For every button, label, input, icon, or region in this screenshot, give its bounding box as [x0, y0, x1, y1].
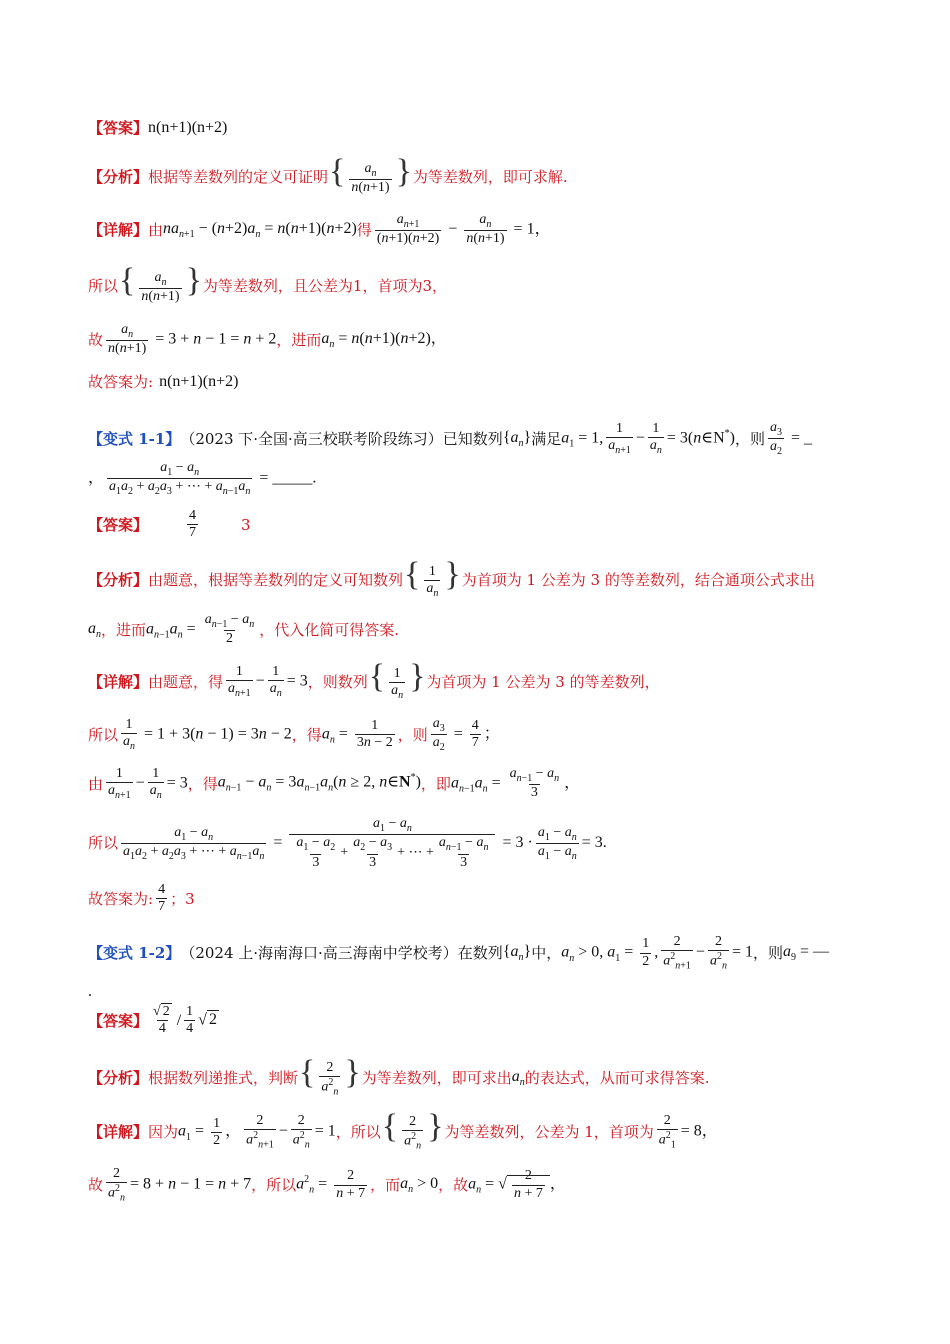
p1-analysis-pre: 根据等差数列的定义可证明 [148, 167, 329, 186]
p1-detail-eq2: $\frac{a_{n+1}}{(n+1)(n+2)}$ − $\frac{a_n}{n(n+1)}$ = 1， [376, 212, 551, 247]
v12-detail2-eq1: $\frac{2}{a^2_n}$ = 8 + n − 1 = n + 7 [108, 1166, 252, 1204]
v12-answer-math2: $\frac{1}{4}$ √ 2 [186, 1004, 217, 1037]
v11-detail3-mid2: ，即 [420, 774, 451, 793]
v11-cond: 满足 [531, 429, 562, 448]
p1-detail-line2 [88, 262, 870, 305]
v11-cond-math: $a_1 = 1$, $\frac{1}{a_{n+1}}$ − $\frac{1}{a_n}$ = 3(n∈N*) [561, 421, 735, 456]
v11-detail3-eq1: $\frac{1}{a_{n+1}}$ − $\frac{1}{a_n}$ = 3 [108, 766, 188, 801]
v11-detail2-eq3: $\frac{a_3}{a_2}$ = $\frac{4}{7}$ ； [432, 716, 500, 754]
v11-analysis-mid: ，进而 [101, 620, 147, 639]
v11-detail2-mid1: ，得 [291, 725, 322, 744]
v12-analysis-an: $a_n$ [511, 1068, 525, 1089]
v12-detail1-mid: ，所以 [335, 1123, 381, 1142]
v11-answer1: $\frac{4}{7}$ [189, 508, 197, 541]
v11-detail3-pre: 由 [88, 774, 104, 793]
v11-source: （2023 下·全国·高三校联考阶段练习）已知数列 [180, 429, 503, 448]
v11-detail-tag: 【详解】 [88, 672, 149, 691]
v11-question-line2 [88, 460, 870, 498]
v11-ask2: ， $\frac{a_1 - a_n}{a_1a_2 + a_2a_3 + \cdots + a_{n-1}a_n}$ = _____. [88, 460, 317, 498]
v12-detail2-pre: 故 [88, 1176, 104, 1195]
v12-detail-tag: 【详解】 [88, 1123, 149, 1142]
v12-detail1-pre: 因为 [148, 1123, 179, 1142]
v11-final-3: 3 [185, 889, 195, 908]
v11-analysis-tag: 【分析】 [88, 570, 149, 589]
v11-analysis-post: 为首项为 1 公差为 3 的等差数列，结合通项公式求出 [461, 570, 815, 589]
p1-detail-line3 [88, 322, 870, 357]
p1-answer-line [88, 118, 870, 137]
v11-detail1-seq: { $\frac{1}{a_n}$ } [368, 658, 426, 701]
v11-label: 【变式 1-1】 [88, 429, 181, 448]
v11-detail4-eq: $\frac{a_1 - a_n}{a_1a_2 + a_2a_3 + \cdots + a_{n-1}a_n}$ = $a_1 - a_n$ $\frac{a_1 - a_2}{3}$ + $\frac{a_2 - a_3}{3}$ + ⋯ + $\frac{a_{n-1} - a_n}{3}$ = 3 · $\frac{a_1 - a_n}{a_1 - a_n}$ = 3. [123, 816, 607, 870]
p1-analysis-seq: { $\frac{a_n}{n(n+1)}$ } [329, 153, 412, 195]
v12-analysis-pre: 根据数列递推式，判断 [148, 1069, 299, 1088]
v11-question-line1 [88, 420, 870, 458]
v12-detail2-mid1: ，所以 [251, 1176, 297, 1195]
v12-analysis-tag: 【分析】 [88, 1069, 149, 1088]
v11-detail-line2 [88, 716, 870, 754]
v11-detail3-eq3: $a_{n-1}a_n$ = $\frac{a_{n-1} - a_n}{3}$ ， [450, 766, 581, 801]
v12-analysis-post: 的表达式，从而可求得答案. [524, 1069, 710, 1088]
v12-detail2-eq4: $a_n$ = √ $\frac{2}{n + 7}$ ， [468, 1168, 566, 1201]
v11-analysis-line2 [88, 612, 870, 647]
v12-question-dot: . [88, 983, 92, 1000]
v11-detail1-post: 为首项为 1 公差为 3 的等差数列， [426, 672, 660, 691]
p1-final-math: n(n+1)(n+2) [159, 373, 239, 390]
p1-final-pre: 故答案为: [88, 372, 154, 391]
v11-final-frac: $\frac{4}{7}$ [158, 882, 166, 915]
p1-detail3-eq: $\frac{a_n}{n(n+1)}$ = 3 + n − 1 = n + 2 [108, 322, 277, 357]
v12-in: 中， [531, 944, 562, 963]
v12-detail2-eq3: $a_n > 0$ [400, 1174, 439, 1196]
v11-then: ，则 [735, 429, 766, 448]
v11-detail2-pre: 所以 [88, 725, 119, 744]
v11-analysis-an: $a_n$ [88, 619, 101, 640]
v12-detail-line1 [88, 1108, 870, 1152]
v11-detail-line4 [88, 816, 870, 871]
v12-answer-sep: / [176, 1012, 182, 1029]
v11-analysis-seq: { $\frac{1}{a_n}$ } [404, 556, 461, 599]
v12-question-line [88, 934, 870, 972]
analysis-tag: 【分析】 [88, 167, 149, 186]
p1-detail2-pre: 所以 [88, 276, 119, 295]
v11-analysis-line1 [88, 556, 870, 599]
v12-ask: $a_9$ = — [782, 942, 830, 964]
v12-analysis-line [88, 1054, 870, 1098]
v12-detail2-eq2: $a^2_n$ = $\frac{2}{n + 7}$ [296, 1168, 366, 1201]
p1-detail3-eq2: $a_n = n(n+1)(n+2)$， [321, 329, 447, 350]
v11-answer-tag: 【答案】 [88, 515, 149, 534]
v12-answer-math1: $\frac{√ 2}{4}$ [153, 1004, 170, 1037]
v12-analysis-mid: 为等差数列，即可求出 [361, 1069, 512, 1088]
p1-final-line [88, 372, 870, 391]
p1-analysis-line [88, 153, 870, 196]
v12-source: （2024 上·海南海口·高三海南中学校考）在数列 [180, 944, 503, 963]
v12-detail1-eq1: $a_1$ = $\frac{1}{2}$ ， $\frac{2}{a^2_{n+1}}$ − $\frac{2}{a^2_n}$ = 1 [178, 1113, 336, 1151]
v11-detail2-eq1: $\frac{1}{a_n}$ = 1 + 3(n − 1) = 3n − 2 [123, 717, 292, 752]
v11-seq: $\{a_n\}$ [502, 428, 532, 449]
v11-detail2-eq2: $a_n$ = $\frac{1}{3n - 2}$ [321, 718, 393, 751]
v11-analysis-eq: $a_{n-1}a_n$ = $\frac{a_{n-1} - a_n}{2}$ [146, 612, 255, 647]
v11-final-line [88, 882, 870, 915]
v12-label: 【变式 1-2】 [88, 944, 181, 963]
v11-detail-line1 [88, 658, 870, 701]
p1-detail-mid: 得 [356, 220, 372, 239]
v11-detail4-pre: 所以 [88, 834, 119, 853]
v12-detail1-seq: { $\frac{2}{a^2_n}$ } [381, 1108, 444, 1152]
p1-detail3-pre: 故 [88, 330, 104, 349]
v12-detail1-eq2: $\frac{2}{a^2_1}$ = 8， [658, 1113, 718, 1151]
v11-detail1-pre: 由题意，得 [148, 672, 224, 691]
v11-detail3-eq2: $a_{n-1} - a_n = 3a_{n-1}a_n(n \ge 2$, n∈N*) [217, 772, 421, 794]
p1-detail2-seq: { $\frac{a_n}{n(n+1)}$ } [119, 262, 202, 304]
v12-detail1-post: 为等差数列，公差为 1，首项为 [444, 1123, 654, 1142]
v11-detail1-mid: ，则数列 [307, 672, 368, 691]
v11-detail3-mid1: ，得 [187, 774, 218, 793]
p1-detail2-post: 为等差数列，且公差为1，首项为3， [202, 276, 447, 295]
v11-detail1-eq: $\frac{1}{a_{n+1}}$ − $\frac{1}{a_n}$ = 3 [228, 663, 308, 699]
v12-answer-line [88, 1004, 870, 1037]
v12-detail2-mid3: ，故 [438, 1176, 469, 1195]
p1-detail-eq1: $na_{n+1} - (n+2)a_n = n(n+1)(n+2)$ [163, 219, 357, 240]
v12-cond-math: $a_n > 0$, $a_1$ = $\frac{1}{2}$ , $\frac{2}{a^2_{n+1}}$ − $\frac{2}{a^2_n}$ = 1 [561, 934, 753, 972]
v12-then: ，则 [752, 944, 783, 963]
v11-final-pre: 故答案为: [88, 889, 154, 908]
p1-analysis-post: 为等差数列，即可求解. [412, 167, 568, 186]
v11-ask1: $\frac{a_3}{a_2}$ = _ [770, 420, 813, 458]
v11-analysis-post2: ，代入化简可得答案. [259, 620, 400, 639]
v11-detail-line3 [88, 766, 870, 801]
p1-detail-line1 [88, 212, 870, 247]
v11-answer-line [88, 508, 870, 541]
v12-seq: $\{a_n\}$ [502, 942, 532, 964]
v12-detail-line2 [88, 1166, 870, 1204]
answer-tag: 【答案】 [88, 118, 149, 137]
v11-final-sep: ； [170, 889, 186, 908]
v12-analysis-seq: { $\frac{2}{a^2_n}$ } [299, 1054, 361, 1098]
p1-detail3-mid: ，进而 [276, 330, 322, 349]
v11-analysis-pre: 由题意，根据等差数列的定义可知数列 [148, 570, 404, 589]
detail-tag: 【详解】 [88, 220, 149, 239]
v12-answer-tag: 【答案】 [88, 1011, 149, 1030]
v12-detail2-mid2: ，而 [370, 1176, 401, 1195]
v11-detail2-mid2: ，则 [397, 725, 428, 744]
p1-answer-math: n(n+1)(n+2) [148, 119, 228, 136]
v11-answer2: 3 [241, 515, 251, 534]
p1-detail-pre: 由 [148, 220, 164, 239]
